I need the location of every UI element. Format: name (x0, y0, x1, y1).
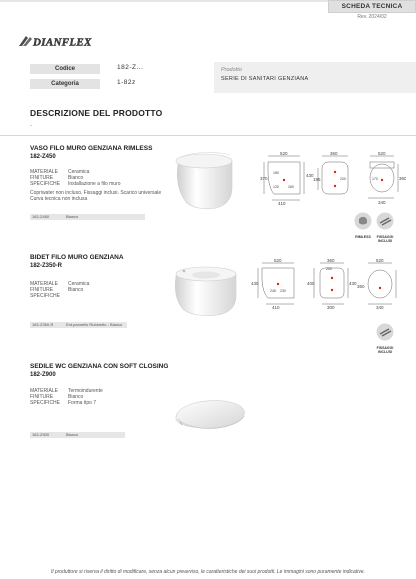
logo-text: DIANFLEX (33, 36, 92, 49)
product-code: 182-Z900 (30, 372, 56, 378)
toilet-seat-image (172, 395, 248, 438)
categoria-value: 1-82z (117, 79, 136, 86)
svg-text:370: 370 (260, 176, 268, 181)
svg-text:520: 520 (274, 258, 282, 263)
bidet-image (170, 262, 242, 325)
footer-disclaimer: Il produttore si riserva il diritto di modificare, senza alcun preavviso, le caratteristiche dei suoi prodotti. Le immagini sono puramente indicative. (50, 569, 366, 575)
svg-text:400: 400 (307, 281, 315, 286)
svg-text:520: 520 (378, 151, 386, 156)
spec-row: SPECIFICHE Installazione a filo muro (30, 181, 121, 187)
product-title: BIDET FILO MURO GENZIANA (30, 254, 124, 261)
svg-text:170: 170 (372, 177, 378, 181)
svg-text:340: 340 (378, 200, 386, 205)
screws-icon (376, 212, 394, 230)
spec-row: FINITURE Bianco (30, 394, 84, 400)
product-note: Curva tecnica non inclusa (30, 196, 88, 202)
product-note: Copriwater non incluso. Fissaggi inclusi. Scarico universale (30, 190, 162, 196)
svg-text:230: 230 (280, 289, 286, 293)
product-title: VASO FILO MURO GENZIANA RIMLESS (30, 145, 153, 152)
svg-text:520: 520 (280, 151, 288, 156)
svg-text:360: 360 (399, 176, 406, 181)
spec-row: MATERIALE Ceramica (30, 281, 90, 287)
revision-label: Rev. 2024/02 (357, 14, 387, 20)
fissaggi-badge: FISSAGGI INCLUSI (374, 212, 396, 243)
description-text: - (30, 123, 32, 129)
svg-text:360: 360 (327, 258, 335, 263)
toilet-image (170, 148, 238, 219)
codice-value: 182-Z... (117, 64, 144, 71)
bidet-technical-drawing (248, 258, 408, 315)
svg-text:430: 430 (251, 281, 259, 286)
svg-text:245: 245 (270, 289, 276, 293)
rimless-icon (354, 212, 372, 230)
svg-text:195: 195 (313, 177, 321, 182)
toilet-technical-drawing (260, 150, 406, 215)
svg-text:260: 260 (288, 185, 294, 189)
spec-row: MATERIALE Termoindurente (30, 388, 103, 394)
categoria-label: Categoria (30, 79, 100, 89)
svg-text:360: 360 (357, 284, 365, 289)
divider (0, 135, 416, 136)
product-code: 182-Z350-R (30, 263, 63, 269)
code-bar: 182-Z350-R Ent.pannello Rubinetto - Bianco (30, 322, 127, 328)
rimless-badge: RIMLESS (352, 212, 374, 239)
spec-row: FINITURE Bianco (30, 287, 84, 293)
svg-text:200: 200 (340, 177, 346, 181)
svg-text:430: 430 (349, 281, 357, 286)
description-heading: DESCRIZIONE DEL PRODOTTO (30, 108, 163, 118)
codice-label: Codice (30, 64, 100, 74)
svg-text:430: 430 (306, 173, 314, 178)
spec-row: SPECIFICHE Forma tipo 7 (30, 400, 97, 406)
svg-text:360: 360 (330, 151, 338, 156)
code-bar: 182-Z900 Bianco (30, 432, 125, 438)
svg-text:410: 410 (272, 305, 280, 310)
svg-text:410: 410 (278, 201, 286, 206)
svg-text:340: 340 (376, 305, 384, 310)
svg-text:250: 250 (326, 267, 332, 271)
spec-row: MATERIALE Ceramica (30, 169, 90, 175)
svg-text:520: 520 (376, 258, 384, 263)
product-title: SEDILE WC GENZIANA CON SOFT CLOSING (30, 363, 169, 370)
product-code: 182-Z450 (30, 154, 56, 160)
svg-text:300: 300 (327, 305, 335, 310)
dianflex-logo (18, 33, 100, 49)
code-bar: 182-Z450 Bianco (30, 214, 145, 220)
prodotto-label: Prodotto (221, 67, 242, 73)
scheda-tecnica-badge: SCHEDA TECNICA (328, 0, 416, 13)
fissaggi-badge: FISSAGGI INCLUSI (374, 323, 396, 354)
spec-row: SPECIFICHE (30, 293, 61, 299)
spec-row: FINITURE Bianco (30, 175, 84, 181)
prodotto-value: SERIE DI SANITARI GENZIANA (221, 76, 309, 82)
svg-text:180: 180 (273, 171, 279, 175)
screws-icon (376, 323, 394, 341)
svg-text:120: 120 (273, 185, 279, 189)
